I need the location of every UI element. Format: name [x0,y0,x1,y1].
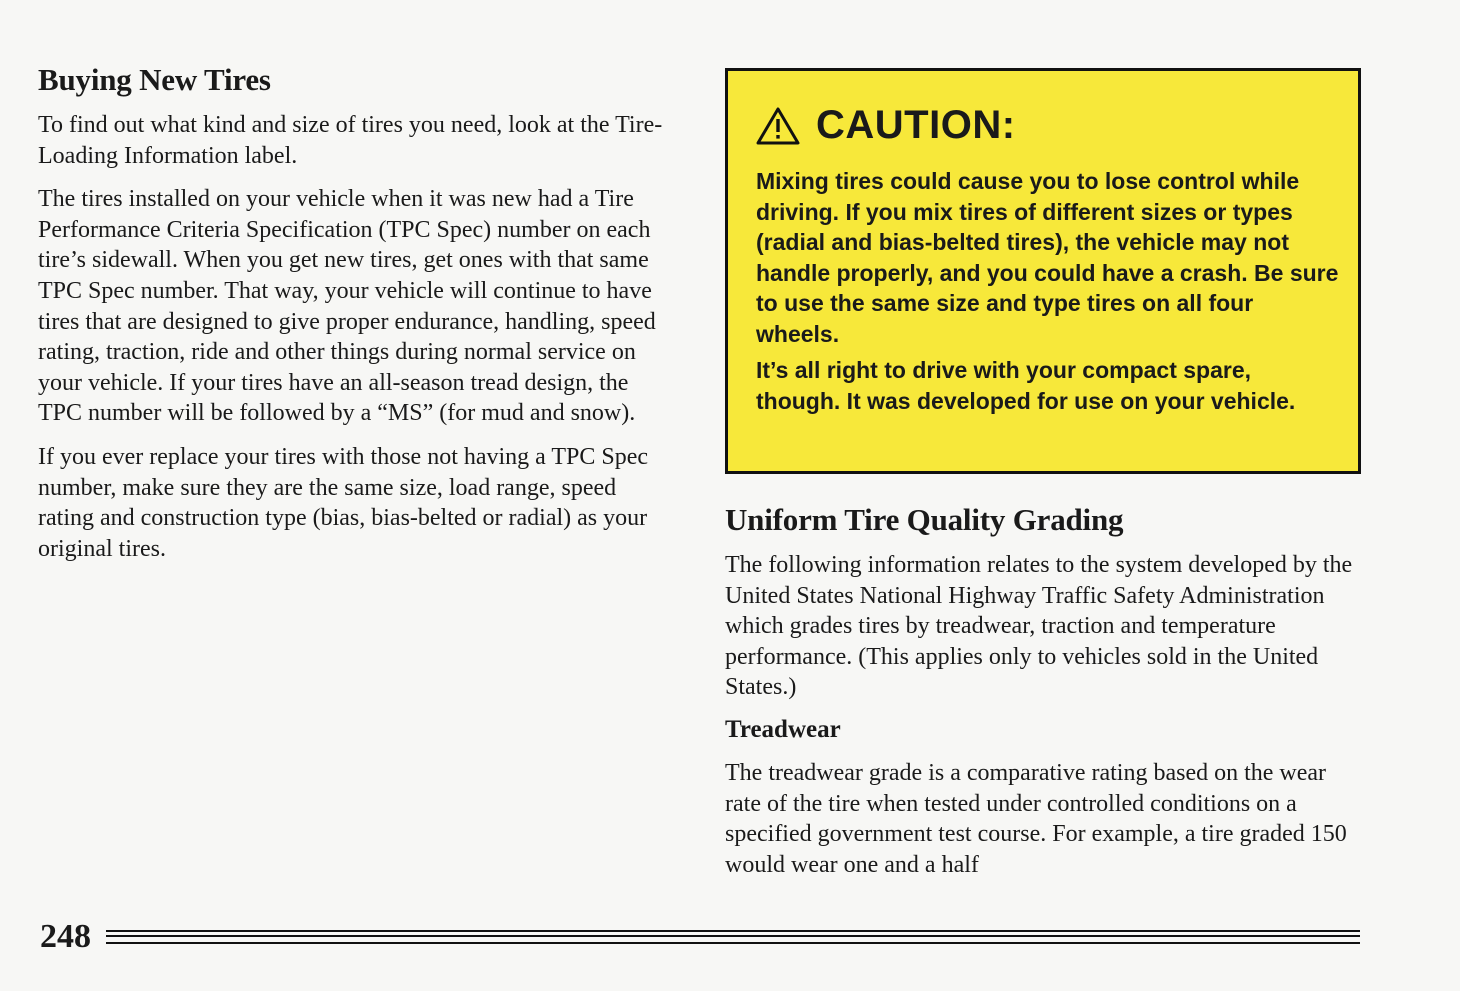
footer-rule [106,930,1360,944]
paragraph-grading-intro: The following information relates to the system developed by the United States National Highway Traffic Safety Administration which grades tires by treadwear, traction and temperature performance. (This applies only to vehicles sold in the United States.) [725,552,1353,701]
caution-text-compact-spare: It’s all right to drive with your compact spare, though. It was developed for use on your vehicle. [756,357,1296,414]
paragraph-tpc-spec: The tires installed on your vehicle when it was new had a Tire Performance Criteria Specification (TPC Spec) number on each tire’s sidewall. When you get new tires, get ones with that same TPC Spec number. That way, your vehicle will continue to have tires that are designed to give proper endurance, handling, speed rating, traction, ride and other things during normal service on your vehicle. If your tires have an all-season tread design, the TPC number will be followed by a “MS” (for mud and snow). [38,186,656,427]
caution-text-mixing-tires: Mixing tires could cause you to lose control while driving. If you mix tires of different sizes or types (radial and bias-belted tires), the vehicle may not handle properly, and you could have a crash. Be sure to use the same size and type tires on all four wheels. [756,168,1339,347]
page-number: 248 [40,918,91,955]
caution-header [756,103,1340,148]
subheading-treadwear: Treadwear [725,715,841,743]
page-footer [40,918,1360,958]
left-column [38,62,678,577]
caution-box [725,68,1361,474]
paragraph-replace-tires: If you ever replace your tires with those not having a TPC Spec number, make sure they are the same size, load range, speed rating and construction type (bias, bias-belted or radial) as your original tires. [38,443,649,562]
caution-title: CAUTION: [816,103,1016,147]
warning-triangle-icon [756,106,800,146]
section-title-buying-new-tires: Buying New Tires [38,62,271,97]
paragraph-treadwear: The treadwear grade is a comparative rating based on the wear rate of the tire when tested under controlled conditions on a specified government test course. For example, a tire graded 150 would wear one and a half [725,759,1347,878]
right-column [725,68,1365,893]
section-title-uniform-tire-quality-grading: Uniform Tire Quality Grading [725,502,1124,537]
paragraph-tire-label: To find out what kind and size of tires you need, look at the Tire-Loading Information label. [38,112,663,169]
